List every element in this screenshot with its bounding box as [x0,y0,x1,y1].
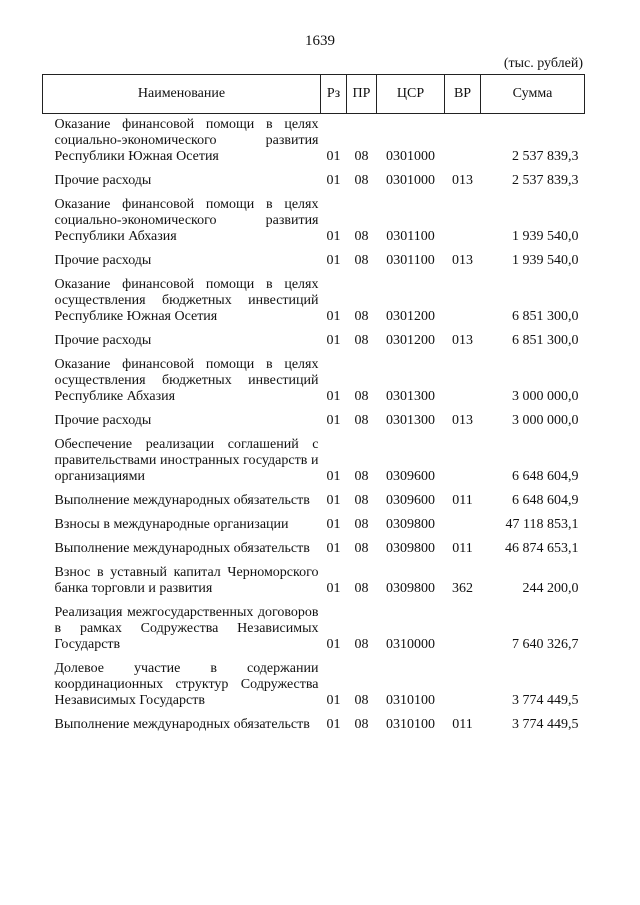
row-csr: 0309800 [386,541,435,556]
row-vr [445,602,481,658]
table-row [43,354,585,410]
row-pr: 08 [354,333,369,348]
table-row [43,434,585,490]
row-csr: 0301000 [386,149,435,164]
row-vr: 013 [452,333,473,348]
row-pr: 08 [354,229,369,244]
row-vr: 013 [452,253,473,268]
row-pr: 08 [354,149,369,164]
row-amount: 47 118 853,1 [505,517,579,532]
row-amount: 2 537 839,3 [512,149,579,164]
table-row [43,170,585,194]
table-row [43,410,585,434]
row-amount: 46 874 653,1 [505,541,579,556]
row-vr: 013 [452,173,473,188]
row-rz: 01 [326,389,341,404]
row-pr: 08 [354,493,369,508]
budget-table [42,74,585,738]
row-rz: 01 [326,173,341,188]
row-csr: 0309600 [386,493,435,508]
row-vr: 011 [452,493,473,508]
row-vr [445,514,481,538]
row-pr: 08 [354,581,369,596]
row-pr: 08 [354,693,369,708]
row-rz: 01 [326,413,341,428]
table-row [43,714,585,738]
row-csr: 0301200 [386,309,435,324]
row-rz: 01 [326,253,341,268]
table-row [43,490,585,514]
row-amount: 6 648 604,9 [512,469,579,484]
row-pr: 08 [354,517,369,532]
row-amount: 2 537 839,3 [512,173,579,188]
header-rz: Рз [321,75,347,114]
row-rz: 01 [326,717,341,732]
row-vr: 011 [452,717,473,732]
table-row [43,602,585,658]
row-pr: 08 [354,253,369,268]
row-csr: 0310100 [386,693,435,708]
row-name: Выполнение международных обязательств [54,541,310,556]
header-vr: ВР [445,75,481,114]
row-pr: 08 [354,413,369,428]
row-vr [445,274,481,330]
row-vr: 011 [452,541,473,556]
header-name: Наименование [43,75,321,114]
table-row [43,538,585,562]
row-csr: 0301100 [386,253,435,268]
row-rz: 01 [326,581,341,596]
row-csr: 0310000 [386,637,435,652]
row-name: Оказание финансовой помощи в целях социально-экономического развития Республики Абхазия [54,197,319,244]
row-rz: 01 [326,637,341,652]
row-rz: 01 [326,149,341,164]
row-amount: 3 774 449,5 [512,717,579,732]
header-csr: ЦСР [377,75,445,114]
table-row [43,658,585,714]
row-pr: 08 [354,389,369,404]
row-rz: 01 [326,517,341,532]
table-row [43,514,585,538]
header-pr: ПР [347,75,377,114]
row-vr: 013 [452,413,473,428]
row-rz: 01 [326,469,341,484]
row-amount: 3 774 449,5 [512,693,579,708]
table-row [43,274,585,330]
row-csr: 0309800 [386,581,435,596]
row-csr: 0301300 [386,389,435,404]
row-amount: 3 000 000,0 [512,413,579,428]
row-name: Оказание финансовой помощи в целях осуществления бюджетных инвестиций Республике Абхазия [54,357,319,404]
table-row [43,114,585,171]
row-pr: 08 [354,173,369,188]
row-amount: 6 648 604,9 [512,493,579,508]
row-csr: 0301000 [386,173,435,188]
units-label: (тыс. рублей) [503,56,583,71]
row-name: Прочие расходы [54,413,152,428]
row-csr: 0301200 [386,333,435,348]
row-pr: 08 [354,717,369,732]
row-vr [445,434,481,490]
row-pr: 08 [354,541,369,556]
table-row [43,562,585,602]
table-row [43,194,585,250]
table-header-row [43,75,585,114]
row-amount: 6 851 300,0 [512,309,579,324]
row-rz: 01 [326,493,341,508]
row-name: Прочие расходы [54,173,152,188]
row-name: Взнос в уставный капитал Черноморского банка торговли и развития [54,565,319,596]
row-rz: 01 [326,229,341,244]
row-rz: 01 [326,541,341,556]
row-name: Реализация межгосударственных договоров в рамках Содружества Независимых Государств [54,605,319,652]
table-row [43,330,585,354]
row-amount: 1 939 540,0 [512,229,579,244]
row-name: Оказание финансовой помощи в целях осуществления бюджетных инвестиций Республике Южная Осетия [54,277,319,324]
row-name: Долевое участие в содержании координационных структур Содружества Независимых Государств [54,661,319,708]
row-amount: 244 200,0 [522,581,579,596]
row-name: Оказание финансовой помощи в целях социально-экономического развития Республики Южная Осетия [54,117,319,164]
row-rz: 01 [326,693,341,708]
row-csr: 0309800 [386,517,435,532]
page-number: 1639 [305,33,335,49]
row-name: Выполнение международных обязательств [54,717,310,732]
row-name: Прочие расходы [54,333,152,348]
row-amount: 3 000 000,0 [512,389,579,404]
row-vr [445,194,481,250]
row-pr: 08 [354,309,369,324]
row-amount: 6 851 300,0 [512,333,579,348]
row-csr: 0301100 [386,229,435,244]
row-name: Выполнение международных обязательств [54,493,310,508]
header-amount: Сумма [481,75,585,114]
row-vr: 362 [452,581,473,596]
row-vr [445,354,481,410]
row-pr: 08 [354,469,369,484]
row-amount: 7 640 326,7 [512,637,579,652]
row-rz: 01 [326,309,341,324]
row-name: Прочие расходы [54,253,152,268]
row-name: Взносы в международные организации [54,517,289,532]
row-rz: 01 [326,333,341,348]
row-vr [445,114,481,171]
row-amount: 1 939 540,0 [512,253,579,268]
row-csr: 0301300 [386,413,435,428]
row-vr [445,658,481,714]
row-name: Обеспечение реализации соглашений с правительствами иностранных государств и организациями [54,437,319,484]
table-row [43,250,585,274]
row-csr: 0310100 [386,717,435,732]
row-pr: 08 [354,637,369,652]
row-csr: 0309600 [386,469,435,484]
